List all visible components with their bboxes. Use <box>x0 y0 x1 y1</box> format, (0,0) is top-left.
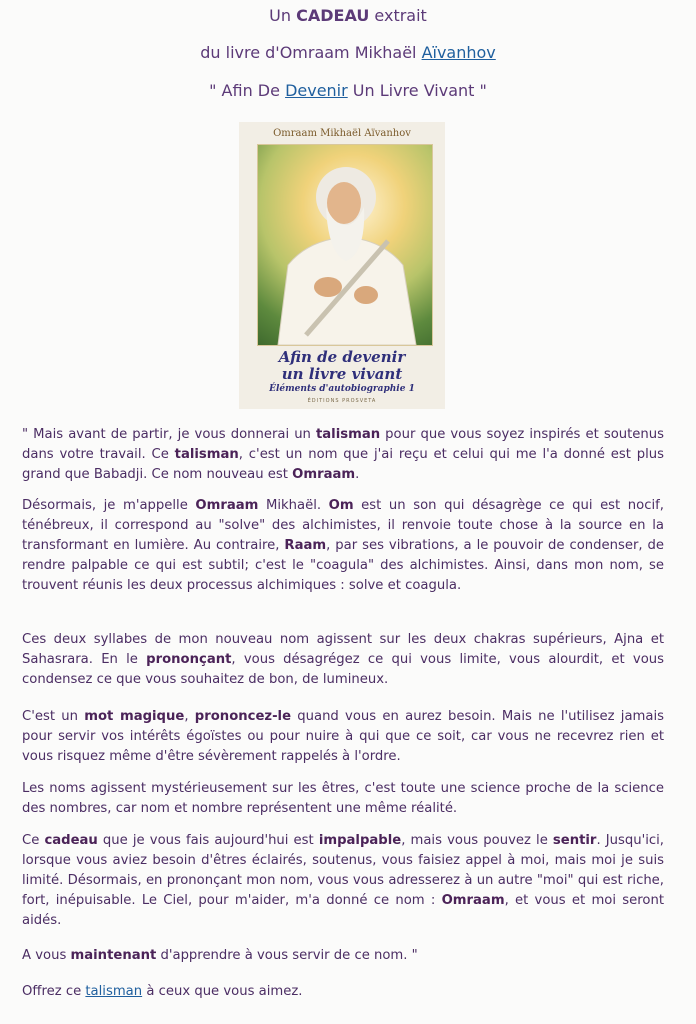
paragraph-5 <box>22 779 664 819</box>
paragraph-text: A vous <box>22 948 71 963</box>
bold-keyword: maintenant <box>70 948 157 963</box>
paragraph-6 <box>22 831 664 931</box>
bold-keyword: Om <box>328 498 354 513</box>
paragraph-text: , et vous et moi seront aidés. <box>22 893 664 928</box>
paragraph-text: d'apprendre à vous servir de ce nom. " <box>156 948 418 963</box>
paragraph-text: quand vous en aurez besoin. Mais ne l'utilisez jamais pour servir vos intérêts égoïstes ou pour nuire à qui que ce soit, car vous ne recevrez rien et vous risquez même d'être sévèrement rappelés à l'ordre. <box>22 709 664 764</box>
paragraph-text: C'est un <box>22 709 85 724</box>
bold-keyword: Raam <box>284 538 327 553</box>
devenir-link[interactable]: Devenir <box>285 81 348 100</box>
paragraph-7 <box>22 946 664 966</box>
paragraph-text: pour que vous soyez inspirés et soutenus dans votre travail. Ce <box>22 427 665 462</box>
paragraph-text: Désormais, je m'appelle <box>22 498 196 513</box>
paragraph-text: , <box>184 709 195 724</box>
paragraph-text: Les noms agissent mystérieusement sur les êtres, c'est toute une science proche de la science des nombres, car nom et nombre représentent une même réalité. <box>22 781 664 816</box>
cover-title-line-1: Afin de devenir <box>278 348 406 366</box>
bold-keyword: talisman <box>174 447 239 462</box>
bold-keyword: impalpable <box>318 833 402 848</box>
paragraph-3 <box>22 630 664 690</box>
paragraph-4 <box>22 707 664 767</box>
header-line-1 <box>0 6 696 25</box>
footer-text: Offrez ce <box>22 984 86 999</box>
author-link[interactable]: Aïvanhov <box>421 43 496 62</box>
header-text: extrait <box>369 6 427 25</box>
bold-keyword: talisman <box>315 427 381 442</box>
paragraph-text: Mikhaël. <box>258 498 329 513</box>
footer-line <box>22 982 664 1002</box>
talisman-link[interactable]: talisman <box>85 984 143 999</box>
paragraph-text: , vous désagrégez ce qui vous limite, vous alourdit, et vous condensez ce que vous souhaitez de bon, de lumineux. <box>22 652 664 687</box>
header-text: Un <box>269 6 297 25</box>
bold-keyword: Omraam <box>441 893 505 908</box>
cover-publisher: ÉDITIONS PROSVETA <box>307 398 377 404</box>
paragraph-text: Ce <box>22 833 45 848</box>
header-line-2 <box>0 43 696 62</box>
header-text: du livre d'Omraam Mikhaël <box>200 43 422 62</box>
bold-keyword: mot magique <box>84 709 185 724</box>
paragraph-text: que je vous fais aujourd'hui est <box>97 833 319 848</box>
header-bold-word: CADEAU <box>296 6 370 25</box>
header-text: " Afin De <box>209 81 286 100</box>
header-line-3 <box>0 81 696 100</box>
paragraph-text: . Jusqu'ici, lorsque vous aviez besoin d'êtres éclairés, soutenus, vous faisiez appel à moi, mais moi je suis limité. Désormais, en prononçant mon nom, vous vous adresserez à un autre "moi" qui est riche, fort, inépuisable. Le Ciel, pour m'aider, m'a donné ce nom : <box>22 833 664 908</box>
paragraph-text: " Mais avant de partir, je vous donnerai un <box>22 427 316 442</box>
paragraph-text: , mais vous pouvez le <box>401 833 553 848</box>
paragraph-1 <box>22 425 664 485</box>
bold-keyword: cadeau <box>44 833 98 848</box>
cover-photo <box>257 144 433 346</box>
bold-keyword: Omraam <box>195 498 259 513</box>
book-cover <box>239 122 445 409</box>
cover-author: Omraam Mikhaël Aïvanhov <box>273 128 411 139</box>
cover-subtitle: Éléments d'autobiographie 1 <box>269 384 415 394</box>
bold-keyword: sentir <box>552 833 597 848</box>
cover-title-line-2: un livre vivant <box>281 365 403 383</box>
paragraph-text: , c'est un nom que j'ai reçu et celui qui me l'a donné est plus grand que Babadji. Ce nom nouveau est <box>22 447 665 482</box>
paragraph-text: . <box>355 467 360 482</box>
bold-keyword: prononcez-le <box>194 709 292 724</box>
bold-keyword: Omraam <box>292 467 356 482</box>
author-portrait-icon <box>258 145 432 345</box>
paragraph-text: est un son qui désagrège ce qui est nocif, ténébreux, il correspond au "solve" des alchimistes, il renvoie toute chose à la source en la transformant en lumière. Au contraire, <box>22 498 664 553</box>
bold-keyword: prononçant <box>146 652 232 667</box>
paragraph-text: Ces deux syllabes de mon nouveau nom agissent sur les deux chakras supérieurs, Ajna et Sahasrara. En le <box>22 632 664 667</box>
paragraph-text: , par ses vibrations, a le pouvoir de condenser, de rendre palpable ce qui est subtil; c'est le "coagula" des alchimistes. Ainsi, dans mon nom, se trouvent réunis les deux processus alchimiques : solve et coagula. <box>22 538 664 593</box>
paragraph-2 <box>22 496 664 596</box>
footer-text: à ceux que vous aimez. <box>142 984 303 999</box>
header-text: Un Livre Vivant " <box>347 81 487 100</box>
